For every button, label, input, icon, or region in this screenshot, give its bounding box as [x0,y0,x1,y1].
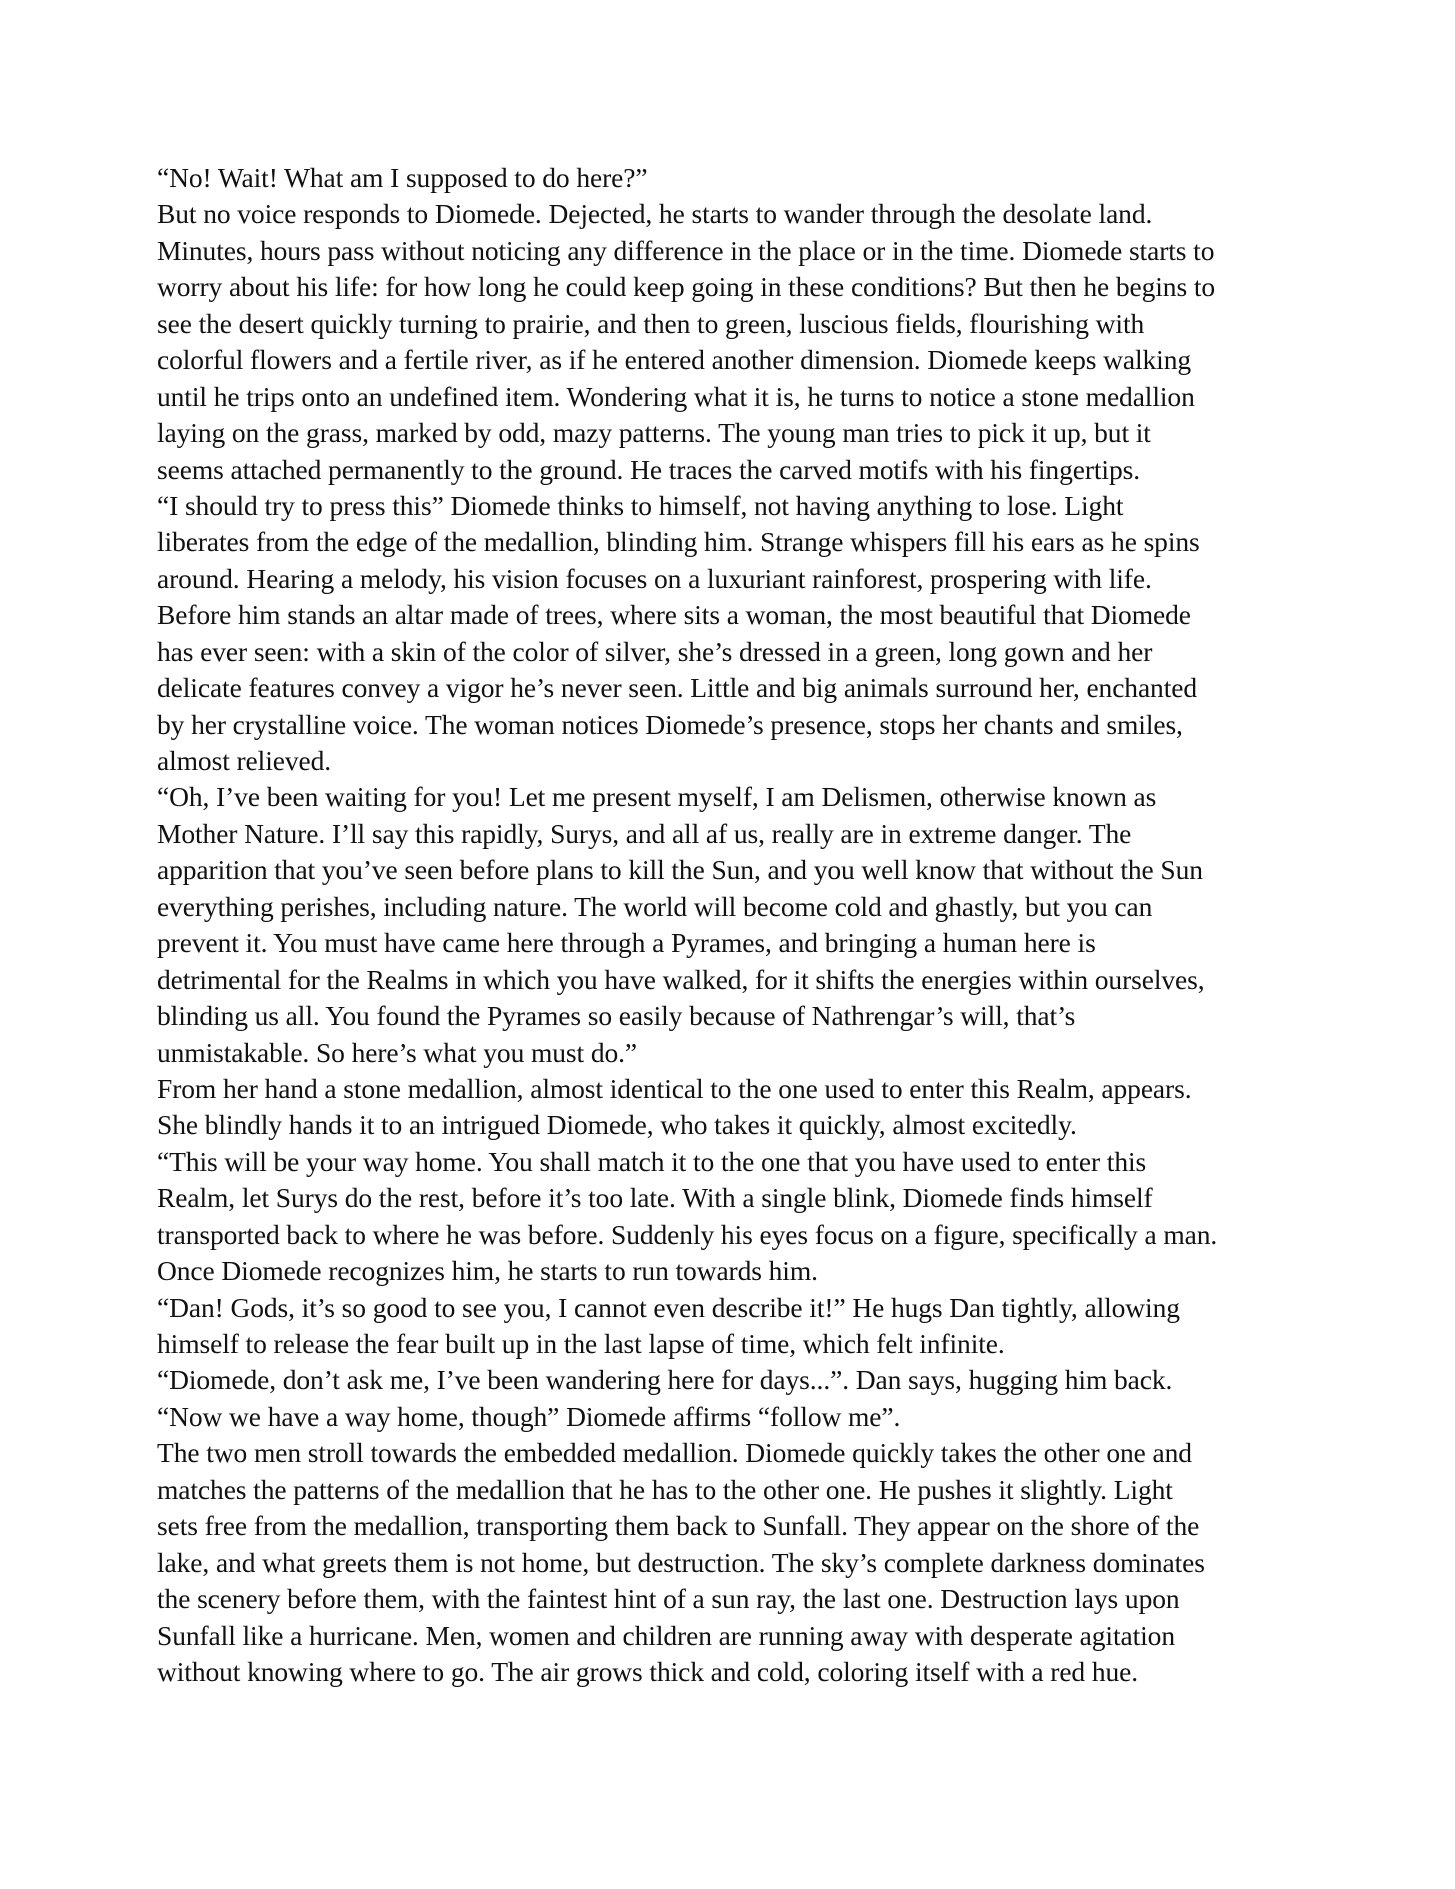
text-line: lake, and what greets them is not home, but destruction. The sky’s complete darkness dominates [157,1546,1205,1578]
text-line: laying on the grass, marked by odd, mazy patterns. The young man tries to pick it up, but it [157,417,1151,449]
text-line: Realm, let Surys do the rest, before it’s too late. With a single blink, Diomede finds himself [157,1182,1153,1214]
text-line: worry about his life: for how long he could keep going in these conditions? But then he begins to [157,271,1216,303]
text-line: without knowing where to go. The air grows thick and cold, coloring itself with a red hue. [157,1655,1139,1687]
text-line: until he trips onto an undefined item. Wondering what it is, he turns to notice a stone medallion [157,380,1195,412]
text-line: From her hand a stone medallion, almost identical to the one used to enter this Realm, appears. [157,1072,1192,1104]
text-line: has ever seen: with a skin of the color of silver, she’s dressed in a green, long gown and her [157,635,1153,667]
story-text [157,160,1307,1690]
text-line: colorful flowers and a fertile river, as if he entered another dimension. Diomede keeps walking [157,344,1192,376]
text-line: the scenery before them, with the faintest hint of a sun ray, the last one. Destruction lays upon [157,1583,1180,1615]
text-line: matches the patterns of the medallion that he has to the other one. He pushes it slightly. Light [157,1473,1173,1505]
text-line: Sunfall like a hurricane. Men, women and children are running away with desperate agitation [157,1619,1175,1651]
text-line: “Now we have a way home, though” Diomede affirms “follow me”. [157,1400,901,1432]
text-line: unmistakable. So here’s what you must do.” [157,1036,638,1068]
text-line: liberates from the edge of the medallion, blinding him. Strange whispers fill his ears as he spins [157,526,1200,558]
text-line: by her crystalline voice. The woman notices Diomede’s presence, stops her chants and smiles, [157,708,1183,740]
text-line: Minutes, hours pass without noticing any difference in the place or in the time. Diomede starts to [157,234,1215,266]
text-line: Once Diomede recognizes him, he starts to run towards him. [157,1255,818,1287]
text-line: prevent it. You must have came here through a Pyrames, and bringing a human here is [157,927,1096,959]
text-line: Before him stands an altar made of trees, where sits a woman, the most beautiful that Diomede [157,599,1191,631]
text-line: She blindly hands it to an intrigued Diomede, who takes it quickly, almost excitedly. [157,1109,1077,1141]
text-line: “No! Wait! What am I supposed to do here?” [157,162,648,193]
text-line: “Dan! Gods, it’s so good to see you, I cannot even describe it!” He hugs Dan tightly, allowing [157,1291,1180,1323]
text-line: But no voice responds to Diomede. Dejected, he starts to wander through the desolate land. [157,198,1153,230]
text-line: apparition that you’ve seen before plans to kill the Sun, and you well know that without the Sun [157,854,1203,886]
text-line: “Diomede, don’t ask me, I’ve been wandering here for days...”. Dan says, hugging him back. [157,1364,1173,1396]
text-line: sets free from the medallion, transporting them back to Sunfall. They appear on the shore of the [157,1510,1200,1542]
text-line: detrimental for the Realms in which you have walked, for it shifts the energies within ourselves, [157,963,1205,995]
text-line: seems attached permanently to the ground. He traces the carved motifs with his fingertips. [157,453,1140,485]
text-line: The two men stroll towards the embedded medallion. Diomede quickly takes the other one and [157,1437,1192,1469]
text-line: “Oh, I’ve been waiting for you! Let me present myself, I am Delismen, otherwise known as [157,781,1157,813]
text-line: “I should try to press this” Diomede thinks to himself, not having anything to lose. Light [157,489,1124,521]
text-line: see the desert quickly turning to prairie, and then to green, luscious fields, flourishing with [157,307,1145,339]
text-line: blinding us all. You found the Pyrames so easily because of Nathrengar’s will, that’s [157,1000,1076,1032]
text-line: around. Hearing a melody, his vision focuses on a luxuriant rainforest, prospering with life. [157,562,1152,594]
text-line: everything perishes, including nature. The world will become cold and ghastly, but you can [157,890,1153,922]
text-line: “This will be your way home. You shall match it to the one that you have used to enter this [157,1145,1147,1177]
text-line: almost relieved. [157,745,332,776]
text-line: delicate features convey a vigor he’s never seen. Little and big animals surround her, enchanted [157,672,1198,704]
text-line: transported back to where he was before. Suddenly his eyes focus on a figure, specifically a man. [157,1218,1218,1250]
text-line: Mother Nature. I’ll say this rapidly, Surys, and all af us, really are in extreme danger. The [157,817,1132,849]
text-line: himself to release the fear built up in the last lapse of time, which felt infinite. [157,1328,1005,1359]
